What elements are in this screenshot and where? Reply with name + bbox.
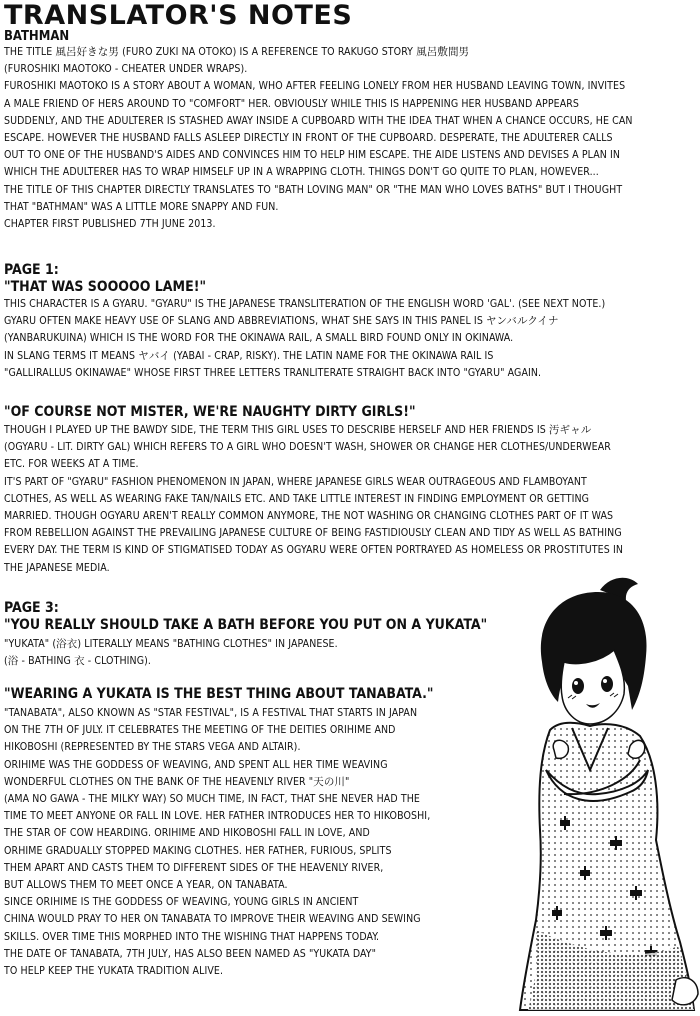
text-line: TIME TO MEET ANYONE OR FALL IN LOVE. HER FATHER INTRODUCES HER TO HIKOBOSHI, bbox=[4, 810, 431, 823]
page3-quote2-block bbox=[4, 686, 434, 703]
page1-heading-block bbox=[4, 262, 206, 296]
text-line: SKILLS. OVER TIME THIS MORPHED INTO THE WISHING THAT HAPPENS TODAY. bbox=[4, 930, 380, 943]
text-line: WONDERFUL CLOTHES ON THE BANK OF THE HEAVENLY RIVER "天の川" bbox=[4, 775, 350, 788]
text-line: IN SLANG TERMS IT MEANS ヤバイ (YABAI - CRAP, RISKY). THE LATIN NAME FOR THE OKINAWA RAIL IS bbox=[4, 349, 494, 362]
text-line: THE JAPANESE MEDIA. bbox=[4, 561, 110, 574]
text-line: "YUKATA" (浴衣) LITERALLY MEANS "BATHING CLOTHES" IN JAPANESE. bbox=[4, 638, 338, 650]
girl-in-yukata-illustration bbox=[480, 570, 700, 1012]
page3-note2-body bbox=[4, 705, 430, 980]
text-line: (OGYARU - LIT. DIRTY GAL) WHICH REFERS TO A GIRL WHO DOESN'T WASH, SHOWER OR CHANGE HER CLOTHES/UNDERWEAR bbox=[4, 441, 611, 454]
text-line: EVERY DAY. THE TERM IS KIND OF STIGMATISED TODAY AS OGYARU WERE OFTEN PORTRAYED AS HOMELESS OR PROSTITUTES IN bbox=[4, 544, 623, 557]
text-line: HIKOBOSHI (REPRESENTED BY THE STARS VEGA AND ALTAIR). bbox=[4, 741, 301, 754]
text-line: (FUROSHIKI MAOTOKO - CHEATER UNDER WRAPS). bbox=[4, 63, 248, 76]
text-line: THEM APART AND CASTS THEM TO DIFFERENT SIDES OF THE HEAVENLY RIVER, bbox=[4, 861, 384, 874]
text-line: THE STAR OF COW HEARDING. ORIHIME AND HIKOBOSHI FALL IN LOVE, AND bbox=[4, 827, 370, 840]
text-line: THE TITLE 風呂好きな男 (FURO ZUKI NA OTOKO) IS A REFERENCE TO RAKUGO STORY 風呂敷間男 bbox=[4, 46, 470, 58]
text-line: "GALLIRALLUS OKINAWAE" WHOSE FIRST THREE LETTERS TRANLITERATE STRAIGHT BACK INTO "GYARU" AGAIN. bbox=[4, 366, 542, 379]
text-line: FROM REBELLION AGAINST THE PREVAILING JAPANESE CULTURE OF BEING FASTIDIOUSLY CLEAN AND TIDY AS WELL AS BATHING bbox=[4, 527, 622, 540]
page3-note1-body bbox=[4, 636, 338, 670]
page1-quote2-block bbox=[4, 404, 416, 421]
text-line: WHICH THE ADULTERER HAS TO WRAP HIMSELF UP IN A WRAPPING CLOTH. THINGS DON'T GO QUITE TO PLAN, HOWEVER... bbox=[4, 166, 599, 179]
text-line: ON THE 7TH OF JULY. IT CELEBRATES THE MEETING OF THE DEITIES ORIHIME AND bbox=[4, 724, 396, 737]
intro-paragraph bbox=[4, 44, 633, 233]
section-heading: PAGE 1: bbox=[4, 262, 59, 278]
yukata-girl-icon bbox=[480, 570, 700, 1012]
text-line: FUROSHIKI MAOTOKO IS A STORY ABOUT A WOMAN, WHO AFTER FEELING LONELY FROM HER HUSBAND LEAVING TOWN, INVITES bbox=[4, 80, 626, 93]
text-line: OUT TO ONE OF THE HUSBAND'S AIDES AND CONVINCES HIM TO HELP HIM ESCAPE. THE AIDE LISTENS AND DEVISES A PLAN IN bbox=[4, 149, 621, 162]
text-line: IT'S PART OF "GYARU" FASHION PHENOMENON IN JAPAN, WHERE JAPANESE GIRLS WEAR OUTRAGEOUS AND FLAMBOYANT bbox=[4, 475, 587, 488]
quote-heading: "WEARING A YUKATA IS THE BEST THING ABOUT TANABATA." bbox=[4, 686, 434, 702]
text-line: CHAPTER FIRST PUBLISHED 7TH JUNE 2013. bbox=[4, 218, 216, 231]
text-line: BUT ALLOWS THEM TO MEET ONCE A YEAR, ON TANABATA. bbox=[4, 879, 288, 892]
text-line: THIS CHARACTER IS A GYARU. "GYARU" IS THE JAPANESE TRANSLITERATION OF THE ENGLISH WORD 'GAL'. (SEE NEXT NOTE.) bbox=[4, 298, 606, 310]
text-line: ORIHIME WAS THE GODDESS OF WEAVING, AND SPENT ALL HER TIME WEAVING bbox=[4, 758, 388, 771]
quote-heading: "OF COURSE NOT MISTER, WE'RE NAUGHTY DIRTY GIRLS!" bbox=[4, 404, 416, 420]
text-line: ESCAPE. HOWEVER THE HUSBAND FALLS ASLEEP DIRECTLY IN FRONT OF THE CUPBOARD. DESPERATE, THE ADULTERER CALLS bbox=[4, 132, 613, 145]
quote-heading: "YOU REALLY SHOULD TAKE A BATH BEFORE YOU PUT ON A YUKATA" bbox=[4, 617, 488, 633]
text-line: CLOTHES, AS WELL AS WEARING FAKE TAN/NAILS ETC. AND TAKE LITTLE INTEREST IN FINDING EMPLOYMENT OR GETTING bbox=[4, 492, 590, 505]
text-line: THE TITLE OF THIS CHAPTER DIRECTLY TRANSLATES TO "BATH LOVING MAN" OR "THE MAN WHO LOVES BATHS" BUT I THOUGHT bbox=[4, 183, 623, 196]
text-line: SINCE ORIHIME IS THE GODDESS OF WEAVING, YOUNG GIRLS IN ANCIENT bbox=[4, 896, 359, 909]
chapter-subtitle: BATHMAN bbox=[4, 29, 70, 44]
text-line: ETC. FOR WEEKS AT A TIME. bbox=[4, 458, 139, 471]
text-line: (AMA NO GAWA - THE MILKY WAY) SO MUCH TIME, IN FACT, THAT SHE NEVER HAD THE bbox=[4, 793, 420, 806]
text-line: A MALE FRIEND OF HERS AROUND TO "COMFORT" HER. OBVIOUSLY WHILE THIS IS HAPPENING HER HUSBAND APPEARS bbox=[4, 97, 580, 110]
page1-note2-body bbox=[4, 422, 623, 577]
text-line: SUDDENLY, AND THE ADULTERER IS STASHED AWAY INSIDE A CUPBOARD WITH THE IDEA THAT WHEN A CHANCE OCCURS, HE CAN bbox=[4, 114, 633, 127]
text-line: THAT "BATHMAN" WAS A LITTLE MORE SNAPPY AND FUN. bbox=[4, 200, 279, 213]
section-heading: PAGE 3: bbox=[4, 600, 59, 616]
page-title: TRANSLATOR'S NOTES bbox=[4, 0, 353, 31]
text-line: "TANABATA", ALSO KNOWN AS "STAR FESTIVAL", IS A FESTIVAL THAT STARTS IN JAPAN bbox=[4, 707, 418, 719]
quote-heading: "THAT WAS SOOOOO LAME!" bbox=[4, 279, 207, 295]
text-line: THE DATE OF TANABATA, 7TH JULY, HAS ALSO BEEN NAMED AS "YUKATA DAY" bbox=[4, 947, 377, 960]
text-line: THOUGH I PLAYED UP THE BAWDY SIDE, THE TERM THIS GIRL USES TO DESCRIBE HERSELF AND HER FRIENDS IS 汚ギャル bbox=[4, 424, 592, 436]
text-line: (浴 - BATHING 衣 - CLOTHING). bbox=[4, 655, 152, 668]
text-line: (YANBARUKUINA) WHICH IS THE WORD FOR THE OKINAWA RAIL, A SMALL BIRD FOUND ONLY IN OKINAWA. bbox=[4, 332, 514, 345]
text-line: TO HELP KEEP THE YUKATA TRADITION ALIVE. bbox=[4, 965, 224, 978]
page1-note1-body bbox=[4, 296, 605, 382]
text-line: ORHIME GRADUALLY STOPPED MAKING CLOTHES. HER FATHER, FURIOUS, SPLITS bbox=[4, 844, 392, 857]
text-line: MARRIED. THOUGH OGYARU AREN'T REALLY COMMON ANYMORE, THE NOT WASHING OR CHANGING CLOTHES PART OF IT WAS bbox=[4, 510, 614, 523]
page3-heading-block bbox=[4, 600, 487, 634]
text-line: GYARU OFTEN MAKE HEAVY USE OF SLANG AND ABBREVIATIONS, WHAT SHE SAYS IN THIS PANEL IS ヤンバルクイナ bbox=[4, 315, 559, 328]
text-line: CHINA WOULD PRAY TO HER ON TANABATA TO IMPROVE THEIR WEAVING AND SEWING bbox=[4, 913, 421, 926]
